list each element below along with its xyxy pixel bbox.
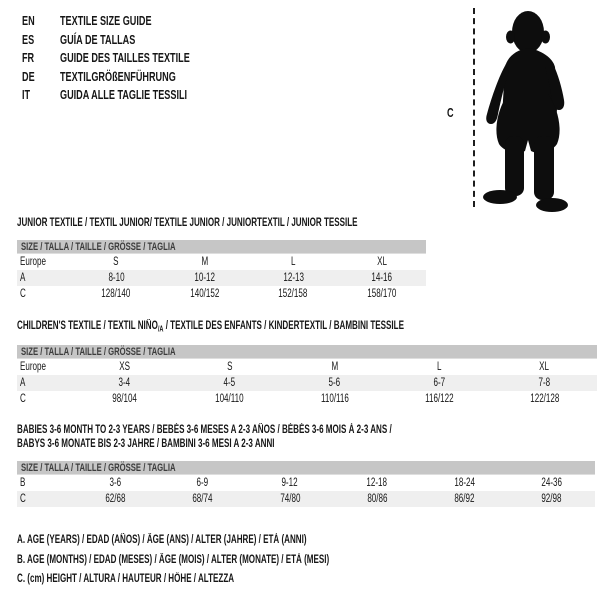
guide-title: TEXTILGRÖßENFÜHRUNG <box>60 68 176 84</box>
size-value-cell: M <box>201 256 209 268</box>
row-label: A <box>20 272 26 284</box>
size-table <box>17 345 597 407</box>
size-value-cell: 152/158 <box>278 288 308 300</box>
legend-line: C. (cm) HEIGHT / ALTURA / HAUTEUR / HÖHE / ALTEZZA <box>17 573 235 585</box>
height-measure-line <box>473 8 475 207</box>
section-heading <box>17 216 600 230</box>
section-heading-line <box>17 216 600 230</box>
table-row <box>17 254 426 270</box>
size-value-cell: 10-12 <box>194 272 216 284</box>
table-row <box>17 286 426 302</box>
size-value-cell: 140/152 <box>190 288 220 300</box>
size-value-cell: 18-24 <box>453 477 475 489</box>
table-header-bar: SIZE / TALLA / TAILLE / GRÖSSE / TAGLIA <box>17 345 597 359</box>
size-value-cell: 68/74 <box>192 493 213 505</box>
size-value-cell: XS <box>119 361 130 373</box>
heading-text: CHILDREN'S TEXTILE / TEXTIL NIÑO <box>17 320 158 332</box>
size-value-cell: 3-6 <box>109 477 122 489</box>
row-label: C <box>20 288 26 300</box>
language-code: ES <box>22 31 35 47</box>
size-value-cell: 4-5 <box>223 377 236 389</box>
section-junior <box>17 216 600 302</box>
row-label: A <box>20 377 26 389</box>
row-label: Europe <box>20 256 46 268</box>
table-header-bar: SIZE / TALLA / TAILLE / GRÖSSE / TAGLIA <box>17 461 595 475</box>
table-row <box>17 270 426 286</box>
legend-line: A. AGE (YEARS) / EDAD (AÑOS) / ÂGE (ANS) / ALTER (JAHRE) / ETÀ (ANNI) <box>17 534 307 546</box>
size-value-cell: XL <box>539 361 550 373</box>
size-value-cell: 8-10 <box>108 272 125 284</box>
table-row <box>17 491 595 507</box>
size-value-cell: 24-36 <box>541 477 562 489</box>
size-value-cell: 122/128 <box>529 393 560 405</box>
table-row <box>17 375 597 391</box>
size-value-cell: 158/170 <box>367 288 397 300</box>
table-row <box>17 475 595 491</box>
language-code: DE <box>22 68 35 84</box>
heading-text: BABIES 3-6 MONTH TO 2-3 YEARS / BEBÉS 3-6 MESES A 2-3 AÑOS / BÉBÉS 3-6 MOIS À 2-3 ANS / <box>17 424 392 436</box>
size-value-cell: 12-13 <box>282 272 304 284</box>
language-title-list <box>22 12 245 105</box>
legend-line: B. AGE (MONTHS) / EDAD (MESES) / ÂGE (MOIS) / ALTER (MONATE) / ETÀ (MESI) <box>17 553 330 566</box>
size-value-cell: L <box>291 256 296 268</box>
size-value-cell: 6-7 <box>433 377 446 389</box>
size-table <box>17 461 595 507</box>
table-header-bar: SIZE / TALLA / TAILLE / GRÖSSE / TAGLIA <box>17 240 426 254</box>
guide-title: GUIDA ALLE TAGLIE TESSILI <box>60 87 188 103</box>
size-value-cell: 86/92 <box>454 493 475 505</box>
subscript-text: /A <box>157 324 164 334</box>
language-row <box>22 12 245 31</box>
row-label: C <box>20 493 26 505</box>
size-value-cell: 128/140 <box>101 288 131 300</box>
size-value-cell: 3-4 <box>118 377 131 389</box>
size-table <box>17 240 426 302</box>
size-value-cell: 92/98 <box>541 493 562 505</box>
heading-text: JUNIOR TEXTILE / TEXTIL JUNIOR/ TEXTILE JUNIOR / JUNIORTEXTIL / JUNIOR TESSILE <box>17 217 358 229</box>
size-value-cell: 7-8 <box>538 377 551 389</box>
size-value-cell: 98/104 <box>112 393 137 405</box>
size-value-cell: 6-9 <box>196 477 209 489</box>
height-label: C <box>447 105 454 120</box>
language-row <box>22 68 245 87</box>
section-babies <box>17 423 600 507</box>
row-label: Europe <box>20 361 46 373</box>
size-value-cell: 110/116 <box>320 393 349 405</box>
language-row <box>22 49 245 68</box>
size-value-cell: S <box>113 256 119 268</box>
table-row <box>17 359 597 375</box>
size-value-cell: 104/110 <box>215 393 244 405</box>
size-value-cell: 12-18 <box>366 477 388 489</box>
toddler-silhouette-icon <box>478 4 596 212</box>
legend <box>17 531 463 590</box>
language-code: FR <box>22 50 35 66</box>
size-value-cell: M <box>331 361 338 373</box>
section-heading-line <box>17 423 600 437</box>
section-heading <box>17 423 600 451</box>
section-heading-line <box>17 319 600 333</box>
size-value-cell: 14-16 <box>371 272 393 284</box>
size-value-cell: XL <box>376 256 387 268</box>
row-label: C <box>20 393 26 405</box>
language-row <box>22 31 245 50</box>
size-value-cell: 80/86 <box>367 493 388 505</box>
language-code: IT <box>22 87 31 103</box>
size-value-cell: 5-6 <box>328 377 341 389</box>
table-row <box>17 391 597 407</box>
section-heading <box>17 319 600 333</box>
size-value-cell: 9-12 <box>281 477 298 489</box>
size-value-cell: L <box>437 361 442 373</box>
size-value-cell: 74/80 <box>279 493 300 505</box>
language-code: EN <box>22 13 35 28</box>
section-heading-line <box>17 437 600 451</box>
guide-title: TEXTILE SIZE GUIDE <box>60 13 152 28</box>
language-row <box>22 86 245 105</box>
heading-text: / TEXTILE DES ENFANTS / KINDERTEXTIL / BAMBINI TESSILE <box>163 320 404 332</box>
size-value-cell: 116/122 <box>425 393 454 405</box>
guide-title: GUÍA DE TALLAS <box>60 31 136 47</box>
size-value-cell: S <box>226 361 233 373</box>
section-children <box>17 319 600 407</box>
guide-title: GUIDE DES TAILLES TEXTILE <box>60 50 190 66</box>
row-label: B <box>20 477 26 489</box>
size-value-cell: 62/68 <box>105 493 126 505</box>
heading-text: BABYS 3-6 MONATE BIS 2-3 JAHRE / BAMBINI 3-6 MESI A 2-3 ANNI <box>17 438 275 450</box>
